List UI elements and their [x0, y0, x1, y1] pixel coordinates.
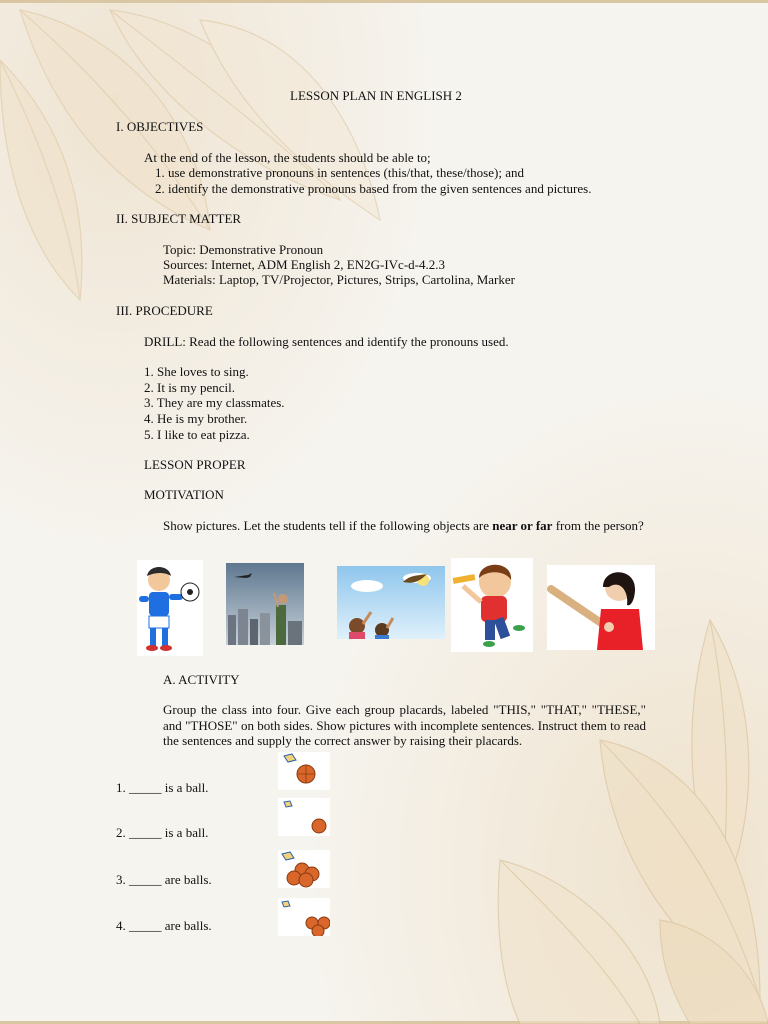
lesson-proper-heading: LESSON PROPER — [144, 457, 246, 472]
exercise-sentence: 4. _____ are balls. — [116, 918, 212, 933]
city-plane-picture — [226, 563, 304, 645]
objectives-heading: I. OBJECTIVES — [116, 119, 204, 134]
drill-sentence: 2. It is my pencil. — [144, 380, 235, 395]
materials-line: Materials: Laptop, TV/Projector, Pictures, Strips, Cartolina, Marker — [163, 272, 515, 287]
ball-near-picture — [278, 752, 330, 790]
drill-sentence: 5. I like to eat pizza. — [144, 427, 250, 442]
activity-text: Group the class into four. Give each group placards, labeled "THIS," "THAT," "THESE," and "THOSE" on both sides. Show pictures with incomplete sentences. Instruct them to read the sentences and supply the correct answer by raising their placards. — [163, 702, 646, 748]
sources-line: Sources: Internet, ADM English 2, EN2G-IVc-d-4.2.3 — [163, 257, 445, 272]
drill-sentence: 1. She loves to sing. — [144, 364, 249, 379]
objective-item: 2. identify the demonstrative pronouns based from the given sentences and pictures. — [155, 181, 592, 196]
lesson-title: LESSON PLAN IN ENGLISH 2 — [290, 88, 462, 103]
balls-far-picture — [278, 898, 330, 936]
kids-bird-picture — [337, 566, 445, 639]
boy-with-pencil-picture — [451, 558, 533, 652]
girl-with-bat-picture — [547, 565, 655, 650]
drill-sentence: 4. He is my brother. — [144, 411, 248, 426]
drill-sentence: 3. They are my classmates. — [144, 395, 285, 410]
boy-with-ball-picture — [137, 560, 203, 656]
motivation-heading: MOTIVATION — [144, 487, 224, 502]
procedure-heading: III. PROCEDURE — [116, 303, 213, 318]
ball-far-picture — [278, 798, 330, 836]
balls-near-picture — [278, 850, 330, 888]
topic-line: Topic: Demonstrative Pronoun — [163, 242, 324, 257]
exercise-sentence: 2. _____ is a ball. — [116, 825, 209, 840]
exercise-sentence: 3. _____ are balls. — [116, 872, 212, 887]
drill-instruction: DRILL: Read the following sentences and identify the pronouns used. — [144, 334, 509, 349]
motivation-text: Show pictures. Let the students tell if the following objects are near or far from the person? — [163, 518, 644, 533]
objective-item: 1. use demonstrative pronouns in sentences (this/that, these/those); and — [155, 165, 524, 180]
activity-heading: A. ACTIVITY — [163, 672, 240, 687]
subject-matter-heading: II. SUBJECT MATTER — [116, 211, 242, 226]
objectives-intro: At the end of the lesson, the students should be able to; — [144, 150, 431, 165]
exercise-sentence: 1. _____ is a ball. — [116, 780, 209, 795]
